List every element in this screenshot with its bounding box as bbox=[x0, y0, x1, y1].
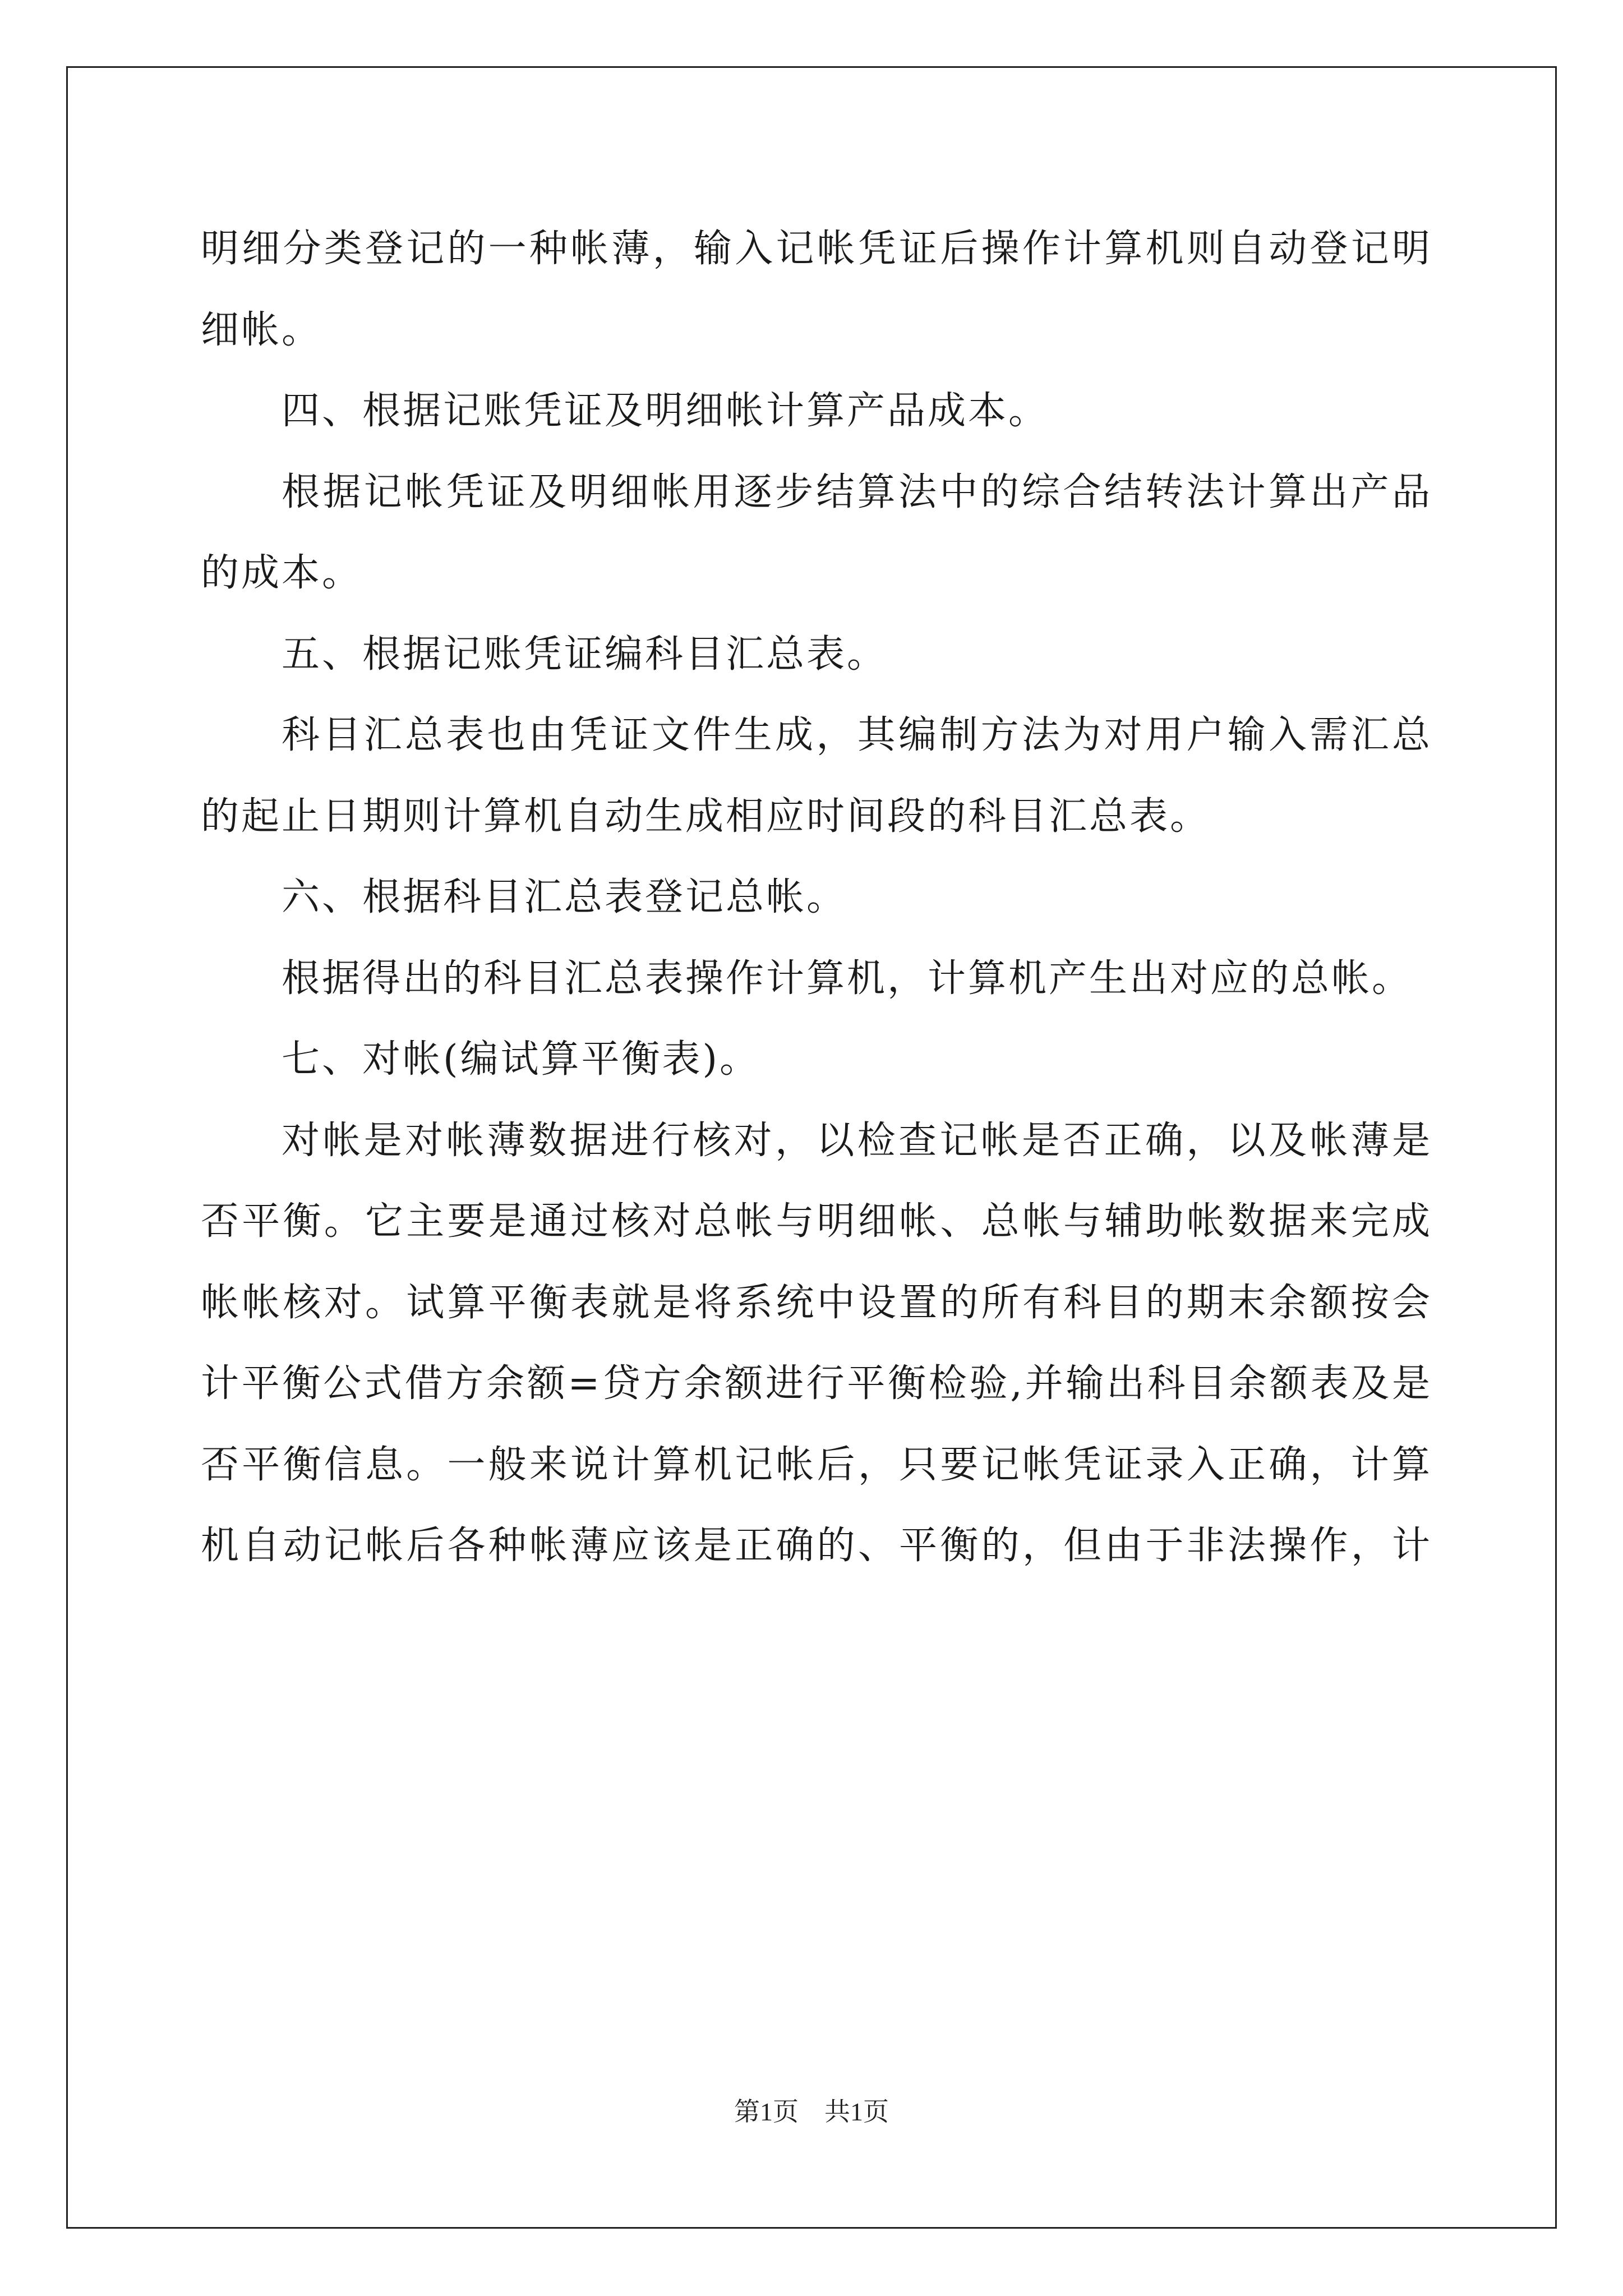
text-line: 帐帐核对。试算平衡表就是将系统中设置的所有科目的期末余额按会 bbox=[201, 1280, 1432, 1325]
text-line: 否平衡。它主要是通过核对总帐与明细帐、总帐与辅助帐数据来完成 bbox=[201, 1199, 1432, 1244]
text-line: 根据得出的科目汇总表操作计算机，计算机产生出对应的总帐。 bbox=[282, 956, 1413, 1001]
text-line: 否平衡信息。一般来说计算机记帐后，只要记帐凭证录入正确，计算 bbox=[201, 1442, 1432, 1487]
text-line: 的成本。 bbox=[201, 551, 363, 595]
text-line: 机自动记帐后各种帐薄应该是正确的、平衡的，但由于非法操作，计 bbox=[201, 1524, 1432, 1568]
text-line: 计平衡公式借方余额=贷方余额进行平衡检验,并输出科目余额表及是 bbox=[201, 1361, 1432, 1406]
text-line: 细帐。 bbox=[201, 307, 322, 352]
text-line: 五、根据记账凭证编科目汇总表。 bbox=[282, 632, 888, 677]
text-line: 四、根据记账凭证及明细帐计算产品成本。 bbox=[282, 389, 1049, 433]
page-footer: 第1页 共1页 bbox=[734, 2097, 889, 2126]
text-line: 根据记帐凭证及明细帐用逐步结算法中的综合结转法计算出产品 bbox=[282, 470, 1432, 514]
text-line: 明细分类登记的一种帐薄，输入记帐凭证后操作计算机则自动登记明 bbox=[201, 227, 1432, 271]
document-body bbox=[201, 209, 1432, 1587]
text-line: 对帐是对帐薄数据进行核对，以检查记帐是否正确，以及帐薄是 bbox=[282, 1118, 1432, 1163]
text-line: 科目汇总表也由凭证文件生成，其编制方法为对用户输入需汇总 bbox=[282, 713, 1432, 757]
text-line: 六、根据科目汇总表登记总帐。 bbox=[282, 875, 847, 919]
text-line: 的起止日期则计算机自动生成相应时间段的科目汇总表。 bbox=[201, 794, 1211, 839]
text-line: 七、对帐(编试算平衡表)。 bbox=[282, 1037, 760, 1082]
